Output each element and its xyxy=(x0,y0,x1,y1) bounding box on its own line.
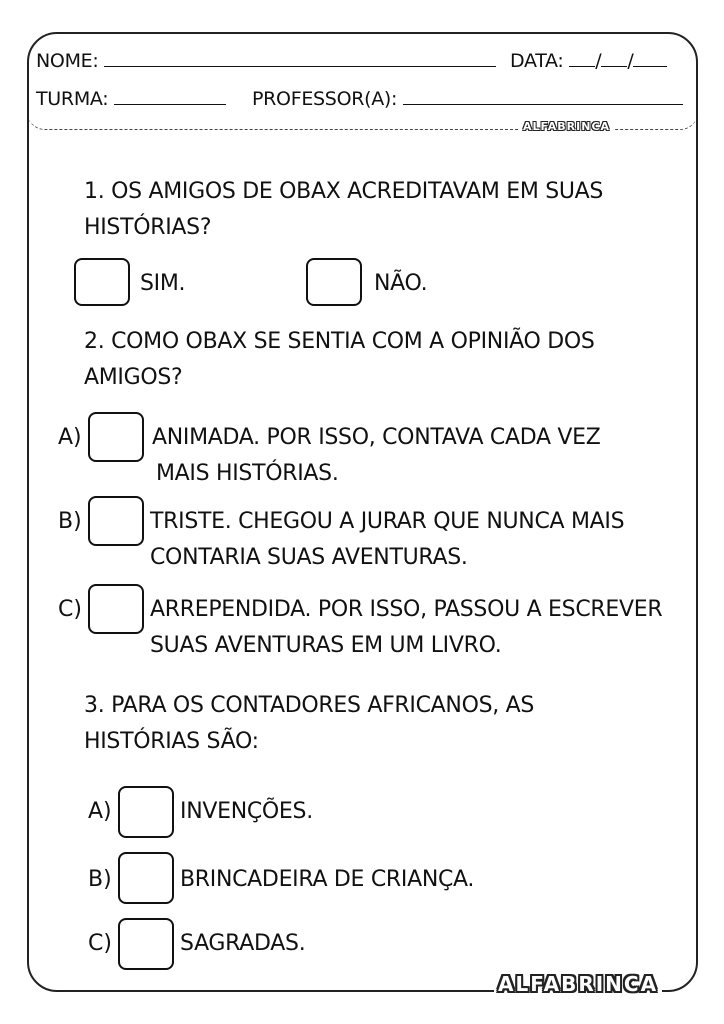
checkbox-q2-c[interactable] xyxy=(88,584,144,634)
checkbox-q3-a[interactable] xyxy=(118,786,174,838)
option-letter: A) xyxy=(58,425,82,450)
question-3 xyxy=(84,688,534,760)
teacher-row xyxy=(252,88,683,110)
option-line: MAIS HISTÓRIAS. xyxy=(156,461,339,486)
checkbox-q1-sim[interactable] xyxy=(74,258,130,306)
footer-logo: ALFABRINCA xyxy=(494,972,662,996)
option-line: ANIMADA. POR ISSO, CONTAVA CADA VEZ xyxy=(152,425,601,450)
option-line: CONTARIA SUAS AVENTURAS. xyxy=(150,545,468,570)
name-row xyxy=(36,50,496,72)
option-q3-b: BRINCADEIRA DE CRIANÇA. xyxy=(180,867,475,892)
option-line: SUAS AVENTURAS EM UM LIVRO. xyxy=(150,633,502,658)
date-separator: / xyxy=(627,50,634,72)
class-field[interactable] xyxy=(114,88,226,105)
question-3-line1: 3. PARA OS CONTADORES AFRICANOS, AS xyxy=(84,693,535,718)
checkbox-q3-c[interactable] xyxy=(118,918,174,970)
header-section xyxy=(27,32,698,130)
option-letter: B) xyxy=(58,509,82,534)
watermark-logo: ALFABRINCA xyxy=(520,120,613,133)
question-2-line2: AMIGOS? xyxy=(84,365,183,390)
option-q1-sim: SIM. xyxy=(140,271,186,296)
question-2 xyxy=(84,324,595,396)
date-label: DATA: xyxy=(510,50,564,72)
option-letter: A) xyxy=(88,799,112,824)
option-q2-b xyxy=(150,504,624,576)
option-q2-a xyxy=(152,420,601,492)
option-q3-c: SAGRADAS. xyxy=(180,931,306,956)
checkbox-q2-b[interactable] xyxy=(88,496,144,546)
date-day-field[interactable] xyxy=(569,50,595,67)
question-3-line2: HISTÓRIAS SÃO: xyxy=(84,729,259,754)
option-letter: C) xyxy=(58,597,82,622)
date-month-field[interactable] xyxy=(601,50,627,67)
class-row xyxy=(36,88,226,110)
option-line: ARREPENDIDA. POR ISSO, PASSOU A ESCREVER xyxy=(150,597,663,622)
question-1 xyxy=(84,174,603,246)
question-1-line2: HISTÓRIAS? xyxy=(84,215,212,240)
teacher-field[interactable] xyxy=(403,88,683,105)
checkbox-q2-a[interactable] xyxy=(88,412,144,462)
teacher-label: PROFESSOR(A): xyxy=(252,88,398,110)
option-q1-nao: NÃO. xyxy=(374,271,428,296)
date-year-field[interactable] xyxy=(633,50,667,67)
option-letter: B) xyxy=(88,867,112,892)
option-line: TRISTE. CHEGOU A JURAR QUE NUNCA MAIS xyxy=(150,509,625,534)
name-label: NOME: xyxy=(36,50,99,72)
class-label: TURMA: xyxy=(36,88,109,110)
checkbox-q1-nao[interactable] xyxy=(306,258,362,306)
name-field[interactable] xyxy=(104,50,496,67)
question-1-line1: 1. OS AMIGOS DE OBAX ACREDITAVAM EM SUAS xyxy=(84,179,604,204)
date-separator: / xyxy=(595,50,602,72)
checkbox-q3-b[interactable] xyxy=(118,852,174,904)
option-letter: C) xyxy=(88,931,112,956)
question-2-line1: 2. COMO OBAX SE SENTIA COM A OPINIÃO DOS xyxy=(84,329,595,354)
option-q3-a: INVENÇÕES. xyxy=(180,799,313,824)
option-q2-c xyxy=(150,592,662,664)
date-row xyxy=(510,50,667,72)
